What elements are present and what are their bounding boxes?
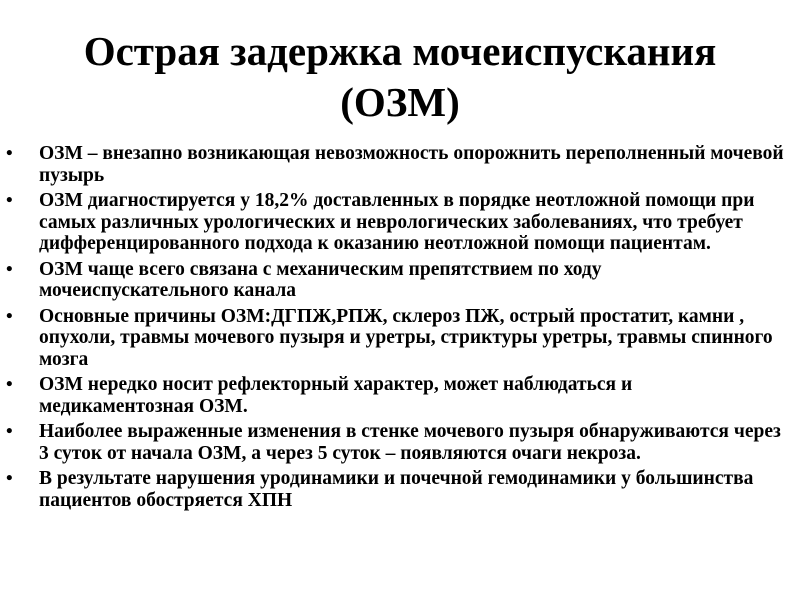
bullet-text: Наиболее выраженные изменения в стенке мочевого пузыря обнаруживаются через 3 суток от начала ОЗМ, а через 5 суток – появляются очаги некроза. <box>39 421 781 464</box>
bullet-text: Основные причины ОЗМ:ДГПЖ,РПЖ, склероз ПЖ, острый простатит, камни , опухоли, травмы мочевого пузыря и уретры, стриктуры уретры, травмы спинного мозга <box>39 305 773 370</box>
bullet-text: ОЗМ диагностируется у 18,2% доставленных в порядке неотложной помощи при самых различных урологических и неврологических заболеваниях, что требует дифференцированного подхода к оказанию неотложной помощи пациентам. <box>39 190 755 254</box>
bullet-icon: • <box>6 374 13 395</box>
slide-title: Острая задержка мочеиспускания (ОЗМ) <box>83 28 717 125</box>
bullet-item <box>0 374 800 417</box>
bullet-text: В результате нарушения уродинамики и почечной гемодинамики у большинства пациентов обостряется ХПН <box>39 468 754 511</box>
bullet-item <box>0 143 800 186</box>
bullet-item <box>0 468 800 511</box>
bullet-text: ОЗМ нередко носит рефлекторный характер, может наблюдаться и медикаментозная ОЗМ. <box>39 374 633 417</box>
bullet-icon: • <box>6 258 13 280</box>
bullet-icon: • <box>6 421 13 442</box>
bullet-text: ОЗМ – внезапно возникающая невозможность опорожнить переполненный мочевой пузырь <box>39 143 784 186</box>
bullet-text: ОЗМ чаще всего связана с механическим препятствием по ходу мочеиспускательного канала <box>39 258 602 301</box>
bullet-item <box>0 421 800 464</box>
bullet-list <box>0 143 800 515</box>
bullet-icon: • <box>6 143 13 164</box>
bullet-icon: • <box>6 468 13 489</box>
bullet-item <box>0 259 800 302</box>
bullet-icon: • <box>6 305 13 327</box>
bullet-icon: • <box>6 190 13 211</box>
bullet-item <box>0 306 800 371</box>
bullet-item <box>0 190 800 255</box>
